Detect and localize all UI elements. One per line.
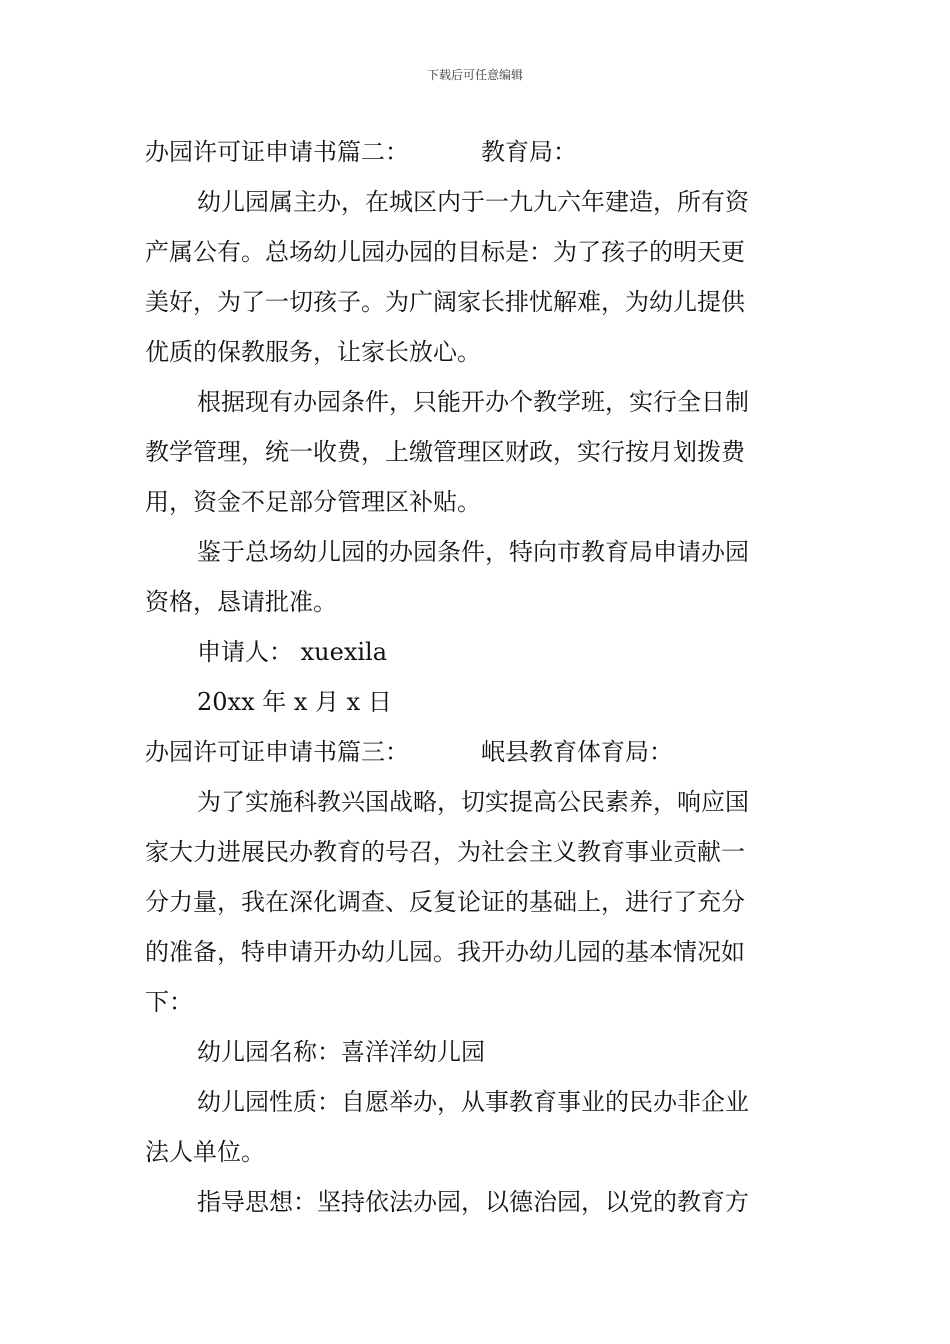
paragraph-line: 资格，恳请批准。 [145,588,337,616]
kindergarten-name-line: 幼儿园名称：喜洋洋幼儿园 [197,1038,485,1066]
paragraph-line: 教学管理，统一收费，上缴管理区财政，实行按月划拨费 [145,438,745,466]
section2-heading [145,136,825,168]
section3-title: 办园许可证申请书篇三： [145,738,409,766]
paragraph-line: 鉴于总场幼儿园的办园条件，特向市教育局申请办园 [197,538,749,566]
paragraph-line: 分力量，我在深化调查、反复论证的基础上，进行了充分 [145,888,745,916]
page-header: 下载后可任意编辑 [426,68,523,82]
paragraph-line: 根据现有办园条件，只能开办个教学班，实行全日制 [197,388,749,416]
paragraph-line: 家大力进展民办教育的号召，为社会主义教育事业贡献一 [145,838,745,866]
kindergarten-nature-line: 幼儿园性质：自愿举办，从事教育事业的民办非企业 [197,1088,749,1116]
guiding-principle-line: 指导思想：坚持依法办园，以德治园，以党的教育方 [197,1188,749,1216]
paragraph-line: 下： [145,988,193,1016]
section2-addressee: 教育局： [481,138,577,166]
paragraph-line: 法人单位。 [145,1138,265,1166]
section2-title: 办园许可证申请书篇二： [145,138,409,166]
applicant-line: 申请人： xuexila [197,638,388,666]
date-line: 20xx 年 x 月 x 日 [197,688,392,716]
paragraph-line: 幼儿园属主办，在城区内于一九九六年建造，所有资 [197,188,749,216]
section3-addressee: 岷县教育体育局： [481,738,673,766]
section3-heading [145,736,825,768]
paragraph-line: 美好，为了一切孩子。为广阔家长排忧解难，为幼儿提供 [145,288,745,316]
paragraph-line: 为了实施科教兴国战略，切实提高公民素养，响应国 [197,788,749,816]
paragraph-line: 产属公有。总场幼儿园办园的目标是：为了孩子的明天更 [145,238,745,266]
paragraph-line: 用，资金不足部分管理区补贴。 [145,488,481,516]
paragraph-line: 的准备，特申请开办幼儿园。我开办幼儿园的基本情况如 [145,938,745,966]
paragraph-line: 优质的保教服务，让家长放心。 [145,338,481,366]
